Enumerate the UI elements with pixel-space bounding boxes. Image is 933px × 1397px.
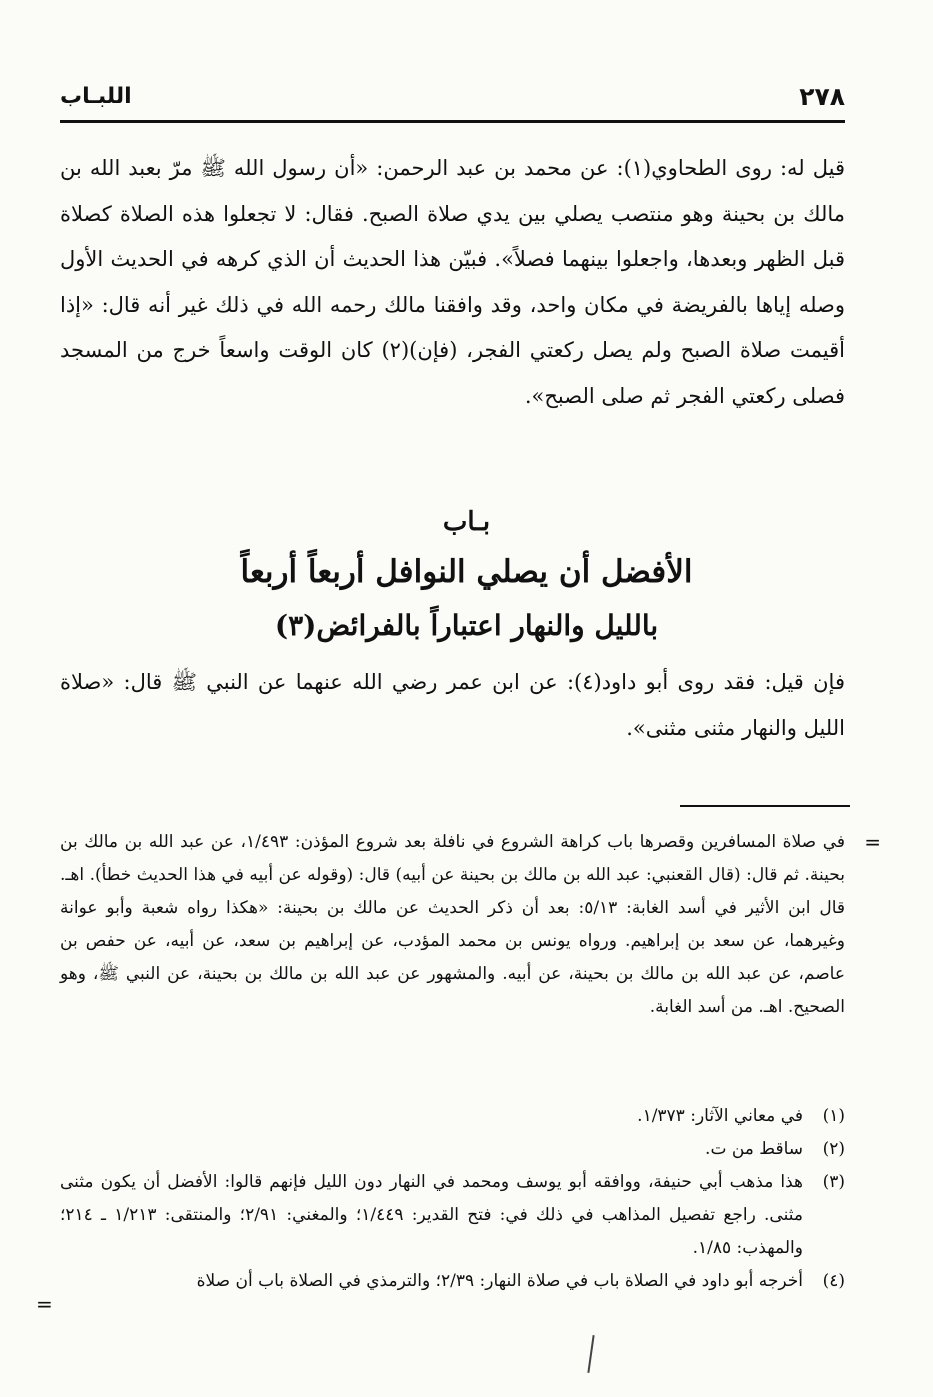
footnote-text: ساقط من ت.	[705, 1139, 803, 1159]
page-number: ٢٧٨	[799, 82, 845, 111]
footnote-item	[60, 1166, 845, 1265]
header-rule	[60, 120, 845, 123]
footnote-number: (١)	[822, 1106, 845, 1126]
footnote-item	[60, 1100, 845, 1133]
footnote-item	[60, 1265, 845, 1298]
stray-mark	[587, 1335, 594, 1373]
footnote-number: (٤)	[822, 1271, 845, 1291]
footnote-item	[60, 1133, 845, 1166]
footnote-text: هذا مذهب أبي حنيفة، ووافقه أبو يوسف ومحمد في النهار دون الليل فإنهم قالوا: الأفضل أن يكون مثنى مثنى. راجع تفصيل المذاهب في ذلك في: فتح القدير: ١/٤٤٩؛ والمغني: ٢/٩١؛ والمنتقى: ١/٢١٣ ـ ٢١٤؛ والمهذب: ١/٨٥.	[60, 1172, 803, 1258]
footnote-separator	[680, 805, 850, 807]
chapter-label: بـاب	[442, 507, 491, 537]
footnote-number: (٢)	[822, 1139, 845, 1159]
body-paragraph-1: قيل له: روى الطحاوي(١): عن محمد بن عبد الرحمن: «أن رسول الله ﷺ مرّ بعبد الله بن مالك بن بحينة وهو منتصب يصلي بين يدي صلاة الصبح. فقال: لا تجعلوا هذه الصلاة كصلاة قبل الظهر وبعدها، واجعلوا بينهما فصلاً». فبيّن هذا الحديث أن الذي كرهه في الحديث الأول وصله إياها بالفريضة في مكان واحد، وقد وافقنا مالك رحمه الله في ذلك غير أنه قال: «إذا أقيمت صلاة الصبح ولم يصل ركعتي الفجر، (فإن)(٢) كان الوقت واسعاً خرج من المسجد فصلى ركعتي الفجر ثم صلى الصبح».	[60, 156, 845, 408]
running-title: اللبـاب	[60, 84, 132, 109]
continuation-marker: =	[864, 830, 881, 854]
footnote-text: أخرجه أبو داود في الصلاة باب في صلاة النهار: ٢/٣٩؛ والترمذي في الصلاة باب أن صلاة	[196, 1271, 803, 1291]
chapter-title-line-1: الأفضل أن يصلي النوافل أربعاً أربعاً	[240, 554, 693, 590]
footnote-list	[60, 1100, 845, 1298]
end-continuation-marker: =	[36, 1292, 53, 1316]
page-header	[60, 80, 845, 120]
footnote-number: (٣)	[822, 1172, 845, 1192]
body-paragraph-2: فإن قيل: فقد روى أبو داود(٤): عن ابن عمر رضي الله عنهما عن النبي ﷺ قال: «صلاة الليل والنهار مثنى مثنى».	[60, 670, 845, 740]
chapter-title-line-2: بالليل والنهار اعتباراً بالفرائض(٣)	[274, 609, 659, 642]
footnote-text: في معاني الآثار: ١/٣٧٣.	[637, 1106, 803, 1126]
chapter-heading	[60, 500, 873, 652]
footnote-continuation: في صلاة المسافرين وقصرها باب كراهة الشروع في نافلة بعد شروع المؤذن: ١/٤٩٣، عن عبد الله بن مالك بن بحينة. ثم قال: (قال القعنبي: عبد الله بن مالك بن بحينة عن أبيه) قال: (وقوله عن أبيه في هذا الحديث خطأ). اهـ. قال ابن الأثير في أسد الغابة: ٥/١٣: بعد أن ذكر الحديث عن مالك بن بحينة: «هكذا رواه شعبة وأبو عوانة وغيرهما، عن سعد بن إبراهيم. ورواه يونس بن محمد المؤدب، عن إبراهيم بن سعد، عن أبيه، عن حفص بن عاصم، عن عبد الله بن مالك بن بحينة، عن أبيه. والمشهور عن عبد الله بن مالك بن بحينة، عن النبي ﷺ، وهو الصحيح. اهـ. من أسد الغابة.	[60, 832, 845, 1017]
